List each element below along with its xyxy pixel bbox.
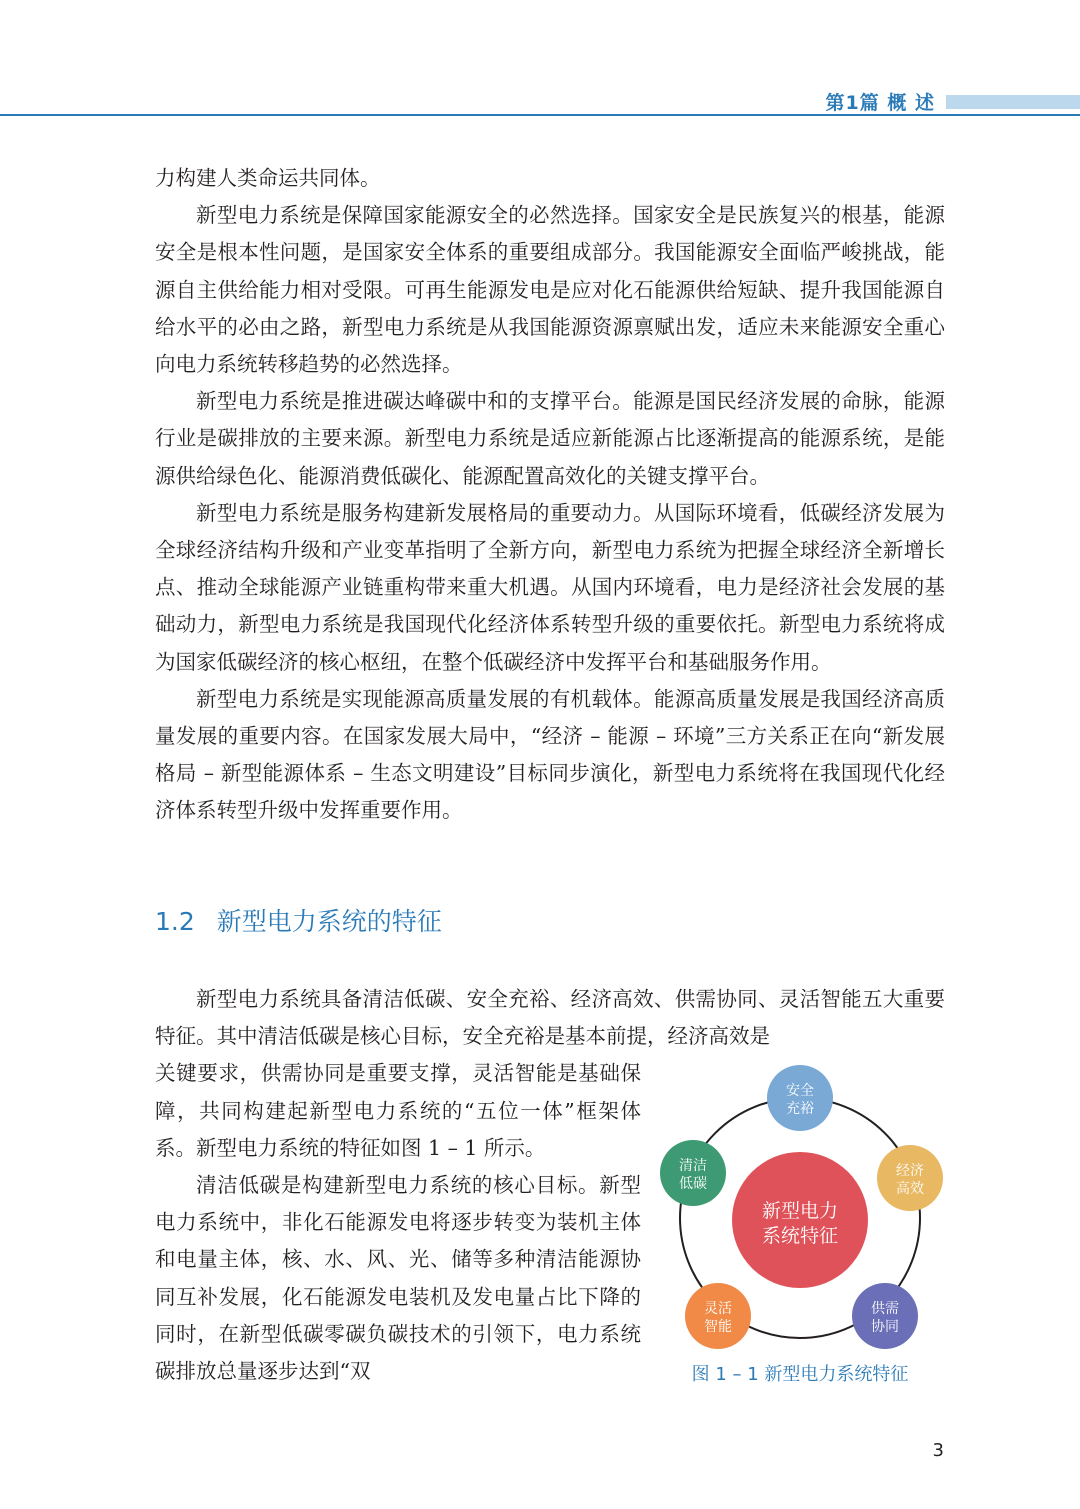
center-node-line2: 系统特征 [761, 1225, 839, 1247]
feature-diagram [655, 1060, 945, 1360]
paragraph-five-features: 新型电力系统具备清洁低碳、安全充裕、经济高效、供需协同、灵活智能五大重要特征。其中清洁低碳是核心目标，安全充裕是基本前提，经济高效是 [155, 987, 945, 1049]
narrow-text-column [155, 1055, 641, 1390]
section-heading [155, 902, 442, 938]
node-safety-adequacy-line2: 充裕 [786, 1101, 814, 1117]
center-node [732, 1152, 868, 1288]
center-node-line1: 新型电力 [761, 1200, 839, 1222]
node-safety-adequacy [767, 1065, 833, 1131]
figure-caption: 图 1 – 1 新型电力系统特征 [691, 1364, 909, 1385]
page-number: 3 [932, 1440, 944, 1461]
node-supply-demand-line1: 供需 [871, 1301, 899, 1317]
paragraph-clean-low-carbon: 清洁低碳是构建新型电力系统的核心目标。新型电力系统中，非化石能源发电将逐步转变为装机主体和电量主体，核、水、风、光、储等多种清洁能源协同互补发展，化石能源发电装机及发电量占比下降的同时，在新型低碳零碳负碳技术的引领下，电力系统碳排放总量逐步达到“双 [155, 1173, 641, 1384]
node-flexible-smart-line2: 智能 [704, 1319, 732, 1335]
node-flexible-smart [685, 1283, 751, 1349]
node-supply-demand-line2: 协同 [871, 1319, 899, 1335]
node-clean-low-carbon-line1: 清洁 [679, 1158, 707, 1174]
section-title-text: 新型电力系统的特征 [216, 907, 442, 936]
node-clean-low-carbon-line2: 低碳 [679, 1176, 707, 1192]
header-rule [0, 114, 1080, 116]
node-economy-efficiency-line2: 高效 [896, 1181, 924, 1197]
paragraph-framework: 关键要求，供需协同是重要支撑，灵活智能是基础保障，共同构建起新型电力系统的“五位一体”框架体系。新型电力系统的特征如图 1 – 1 所示。 [155, 1061, 641, 1160]
paragraph-energy-security: 新型电力系统是保障国家能源安全的必然选择。国家安全是民族复兴的根基，能源安全是根本性问题，是国家安全体系的重要组成部分。我国能源安全面临严峻挑战，能源自主供给能力相对受限。可再生能源发电是应对化石能源供给短缺、提升我国能源自给水平的必由之路，新型电力系统是从我国能源资源禀赋出发，适应未来能源安全重心向电力系统转移趋势的必然选择。 [155, 203, 945, 377]
header-title: 第1篇 概 述 [825, 92, 935, 114]
node-economy-efficiency-line1: 经济 [896, 1163, 924, 1179]
node-economy-efficiency [877, 1145, 943, 1211]
paragraph-continuation: 力构建人类命运共同体。 [155, 166, 381, 190]
node-supply-demand [852, 1283, 918, 1349]
node-flexible-smart-line1: 灵活 [704, 1301, 732, 1317]
paragraph-development-pattern: 新型电力系统是服务构建新发展格局的重要动力。从国际环境看，低碳经济发展为全球经济结构升级和产业变革指明了全新方向，新型电力系统为把握全球经济全新增长点、推动全球能源产业链重构带来重大机遇。从国内环境看，电力是经济社会发展的基础动力，新型电力系统是我国现代化经济体系转型升级的重要依托。新型电力系统将成为国家低碳经济的核心枢纽，在整个低碳经济中发挥平台和基础服务作用。 [155, 500, 945, 674]
section-number: 1.2 [155, 907, 195, 936]
node-clean-low-carbon [660, 1140, 726, 1206]
node-safety-adequacy-line1: 安全 [786, 1083, 814, 1099]
paragraph-carbon-peak: 新型电力系统是推进碳达峰碳中和的支撑平台。能源是国民经济发展的命脉，能源行业是碳排放的主要来源。新型电力系统是适应新能源占比逐渐提高的能源系统，是能源供给绿色化、能源消费低碳化、能源配置高效化的关键支撑平台。 [155, 389, 945, 488]
paragraph-high-quality: 新型电力系统是实现能源高质量发展的有机载体。能源高质量发展是我国经济高质量发展的重要内容。在国家发展大局中，“经济 – 能源 – 环境”三方关系正在向“新发展格局 – 新型能源体系 – 生态文明建设”目标同步演化，新型电力系统将在我国现代化经济体系转型升级中发挥重要作用。 [155, 686, 945, 823]
header-decor-bar [946, 95, 1080, 109]
body-text-top [155, 160, 945, 830]
